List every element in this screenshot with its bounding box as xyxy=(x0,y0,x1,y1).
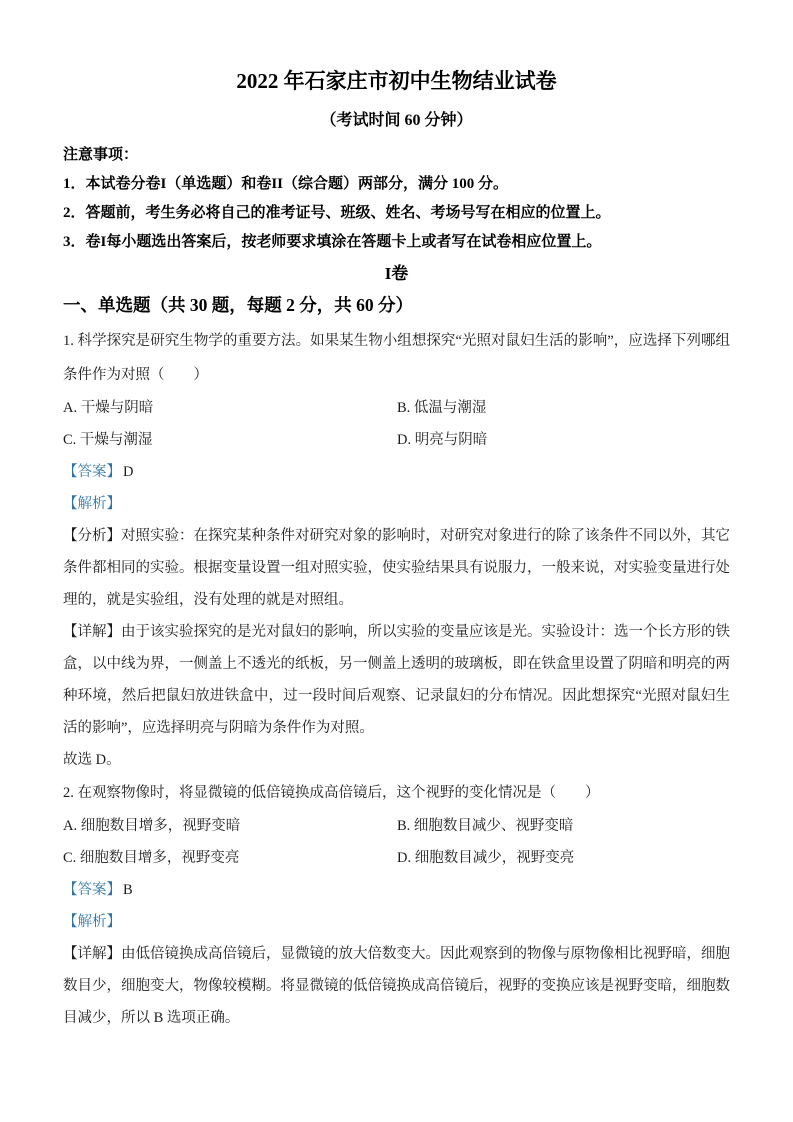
question-2-option-d: D. 细胞数目减少，视野变亮 xyxy=(397,850,575,866)
exam-duration: （考试时间 60 分钟） xyxy=(320,112,473,129)
notice-item-1: 1．本试卷分卷I（单选题）和卷II（综合题）两部分，满分 100 分。 xyxy=(63,176,509,192)
answer-label: 【答案】 xyxy=(63,882,121,898)
question-2-option-c: C. 细胞数目增多，视野变亮 xyxy=(63,850,240,866)
question-2-analysis-header xyxy=(63,906,730,938)
page-title: 2022 年石家庄市初中生物结业试卷 xyxy=(236,69,557,93)
question-2-options xyxy=(63,810,730,874)
answer-label: 【答案】 xyxy=(63,464,121,480)
analysis-label: 【解析】 xyxy=(63,496,121,512)
question-1-analysis-header xyxy=(63,488,730,520)
volume-heading: I卷 xyxy=(384,264,409,283)
question-1-options xyxy=(63,392,730,456)
question-2-detail-paragraph: 【详解】由低倍镜换成高倍镜后，显微镜的放大倍数变大。因此观察到的物像与原物像相比视野暗，细胞数目少，细胞变大，物像较模糊。将显微镜的低倍镜换成高倍镜后，视野的变换应该是视野变暗，细胞数目减少，所以 B 选项正确。 xyxy=(63,946,730,1026)
question-1-option-c: C. 干燥与潮湿 xyxy=(63,432,153,448)
question-1-answer-value: D xyxy=(123,464,134,480)
question-1-detail-paragraph: 【详解】由于该实验探究的是光对鼠妇的影响，所以实验的变量应该是光。实验设计：选一个长方形的铁盒，以中线为界，一侧盖上不透光的纸板，另一侧盖上透明的玻璃板，即在铁盒里设置了阴暗和明亮的两种环境，然后把鼠妇放进铁盒中，过一段时间后观察、记录鼠妇的分布情况。因此想探究“光照对鼠妇生活的影响”，应选择明亮与阴暗为条件作为对照。 xyxy=(63,624,730,736)
question-1-option-b: B. 低温与潮湿 xyxy=(397,400,487,416)
question-1-option-a: A. 干燥与阴暗 xyxy=(63,400,154,416)
question-1-answer-line xyxy=(63,456,730,488)
question-1-conclusion: 故选 D。 xyxy=(63,752,121,768)
notice-item-2: 2．答题前，考生务必将自己的准考证号、班级、姓名、考场号写在相应的位置上。 xyxy=(63,205,611,221)
question-2-answer-value: B xyxy=(123,882,133,898)
question-1-stem: 1. 科学探究是研究生物学的重要方法。如果某生物小组想探究“光照对鼠妇生活的影响”，应选择下列哪组条件作为对照（ ） xyxy=(63,333,730,383)
question-2-stem: 2. 在观察物像时，将显微镜的低倍镜换成高倍镜后，这个视野的变化情况是（ ） xyxy=(63,785,600,801)
question-1-option-d: D. 明亮与阴暗 xyxy=(397,432,488,448)
question-2-answer-line xyxy=(63,874,730,906)
question-2-option-b: B. 细胞数目减少、视野变暗 xyxy=(397,818,574,834)
question-1-analysis-paragraph: 【分析】对照实验：在探究某种条件对研究对象的影响时，对研究对象进行的除了该条件不同以外，其它条件都相同的实验。根据变量设置一组对照实验，使实验结果具有说服力，一般来说，对实验变量进行处理的，就是实验组，没有处理的就是对照组。 xyxy=(63,528,730,608)
question-2-option-a: A. 细胞数目增多，视野变暗 xyxy=(63,818,241,834)
notice-heading: 注意事项： xyxy=(63,147,139,163)
notice-item-3: 3．卷I每小题选出答案后，按老师要求填涂在答题卡上或者写在试卷相应位置上。 xyxy=(63,234,602,250)
analysis-label: 【解析】 xyxy=(63,914,121,930)
section-heading: 一、单选题（共 30 题，每题 2 分，共 60 分） xyxy=(63,295,413,315)
